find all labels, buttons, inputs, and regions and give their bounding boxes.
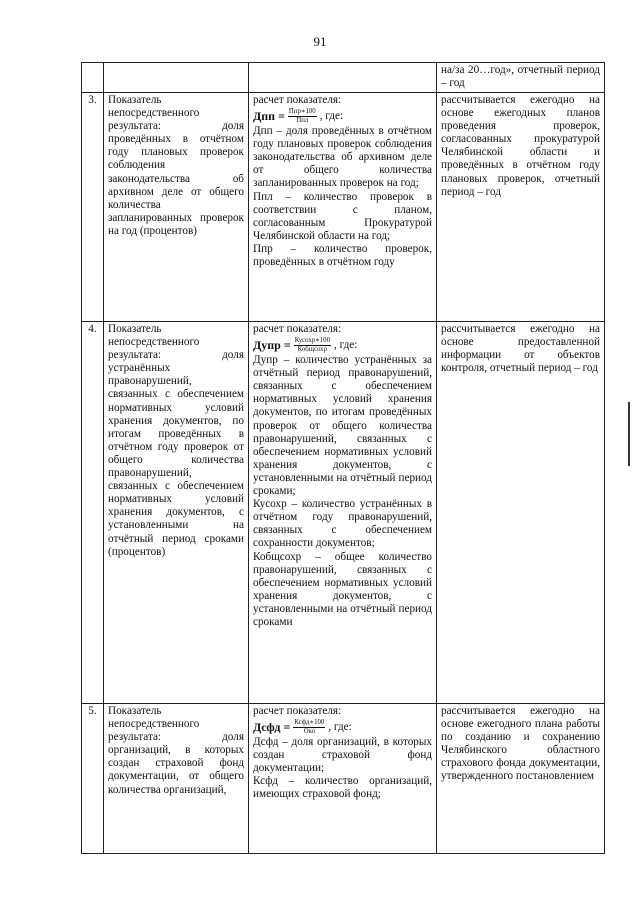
row-number bbox=[82, 63, 104, 93]
formula-tail: , где: bbox=[319, 109, 344, 122]
formula-fraction bbox=[294, 337, 331, 353]
period-cell: рассчитывается ежегодно на основе ежегодных планов проведения проверок, согласованных прокуратурой Челябинской области и проведённых в отчётном году плановых проверок, отчетный период – год bbox=[437, 93, 605, 322]
formula-fraction bbox=[293, 719, 325, 735]
definition: Дсфд – доля организаций, в которых создан страховой фонд документации; bbox=[253, 736, 432, 775]
formula bbox=[253, 337, 432, 353]
indicators-table bbox=[81, 62, 605, 854]
definition: Кобщсохр – общее количество правонарушений, связанных с обеспечением нормативных условий хранения документов, с установленными на отчётный период сроками bbox=[253, 550, 432, 628]
row-number: 3. bbox=[82, 93, 104, 322]
indicator-cell: Показатель непосредственного результата: доля организаций, в которых создан страховой фонд документации, от общего количества организаций, bbox=[104, 704, 249, 854]
formula-denominator: Кобщсохр bbox=[297, 345, 327, 353]
formula-lhs: Дупр = bbox=[253, 337, 291, 352]
scan-margin-mark bbox=[628, 402, 630, 466]
table-row bbox=[82, 322, 605, 704]
row-number: 4. bbox=[82, 322, 104, 704]
calc-intro: расчет показателя: bbox=[253, 705, 342, 717]
period-cell: рассчитывается ежегодно на основе ежегодного плана работы по созданию и сохранению Челябинского областного страхового фонда документации, утвержденного постановлением bbox=[437, 704, 605, 854]
indicator-cell: Показатель непосредственного результата: доля проведённых в отчётном году плановых проверок соблюдения законодательства об архивном деле от общего количества запланированных проверок на год (процентов) bbox=[104, 93, 249, 322]
definition: Дпп – доля проведённых в отчётном году плановых проверок соблюдения законодательства об архивном деле от общего количества запланированных проверок на год; bbox=[253, 125, 432, 190]
calc-intro: расчет показателя: bbox=[253, 94, 342, 106]
definition: Ппр – количество проверок, проведённых в отчётном году bbox=[253, 242, 432, 269]
formula-fraction bbox=[288, 108, 317, 124]
table-row bbox=[82, 93, 605, 322]
row-number: 5. bbox=[82, 704, 104, 854]
period-cell: рассчитывается ежегодно на основе предоставленной информации от объектов контроля, отчетный период – год bbox=[437, 322, 605, 704]
calc-intro: расчет показателя: bbox=[253, 323, 342, 335]
calc-cell bbox=[249, 322, 437, 704]
formula-tail: , где: bbox=[333, 338, 358, 351]
formula-lhs: Дсфд = bbox=[253, 719, 291, 734]
formula-numerator: Ксфд∗100 bbox=[294, 719, 325, 727]
formula bbox=[253, 108, 432, 124]
calc-cell bbox=[249, 704, 437, 854]
indicator-cell bbox=[104, 63, 249, 93]
formula-denominator: Око bbox=[303, 727, 315, 735]
formula-tail: , где: bbox=[328, 720, 352, 733]
formula-lhs: Дпп = bbox=[253, 108, 285, 123]
indicator-cell: Показатель непосредственного результата: доля устранённых правонарушений, связанных с обеспечением нормативных условий хранения документов, по итогам проведённых в отчётном году проверок от общего количества правонарушений, связанных с обеспечением нормативных условий хранения документов, с установленными на отчётный период сроками (процентов) bbox=[104, 322, 249, 704]
formula-numerator: Кусохр∗100 bbox=[294, 337, 330, 345]
definition: Ппл – количество проверок в соответствии с планом, согласованным Прокуратурой Челябинской области на год; bbox=[253, 190, 432, 242]
page-number: 91 bbox=[313, 34, 327, 49]
definition: Ксфд – количество организаций, имеющих страховой фонд; bbox=[253, 775, 432, 801]
calc-cell bbox=[249, 93, 437, 322]
formula bbox=[253, 719, 432, 735]
period-cell: на/за 20…год», отчетный период – год bbox=[437, 63, 605, 93]
definition: Дупр – количество устранённых за отчётный период правонарушений, связанных с обеспечением нормативных условий хранения документов, по итогам проведённых проверок от общего количества правонарушений, связанных с обеспечением нормативных условий хранения документов, с установленными на отчётный период сроками; bbox=[253, 354, 432, 498]
definition: Кусохр – количество устранённых в отчётном году правонарушений, связанных с обеспечением сохранности документов; bbox=[253, 498, 432, 550]
formula-denominator: Ппл bbox=[296, 116, 309, 124]
formula-numerator: Ппр∗100 bbox=[288, 108, 316, 116]
table-row bbox=[82, 63, 605, 93]
table-row bbox=[82, 704, 605, 854]
calc-cell bbox=[249, 63, 437, 93]
